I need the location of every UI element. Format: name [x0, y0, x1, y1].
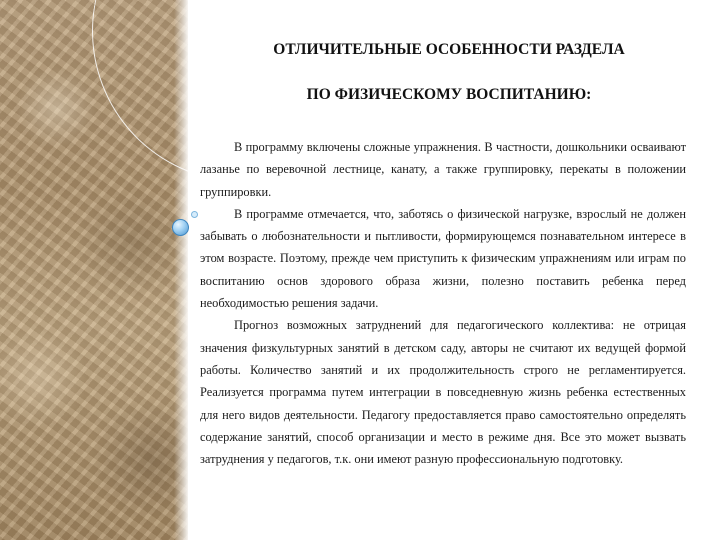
- small-bullet-dot: [191, 211, 198, 218]
- paragraph-3: Прогноз возможных затруднений для педагогического коллектива: не отрицая значения физкультурных занятий в детском саду, авторы не считают их ведущей формой работы. Количество занятий и их продолжительность строго не регламентируется. Реализуется программа путем интеграции в повседневную жизнь ребенка естественных для него видов деятельности. Педагогу предоставляется право самостоятельно определять содержание занятий, способ организации и место в режиме дня. Все это может вызвать затруднения у педагогов, т.к. они имеют разную профессиональную подготовку.: [200, 318, 686, 467]
- body-text: [200, 136, 686, 470]
- slide-title-line-1: ОТЛИЧИТЕЛЬНЫЕ ОСОБЕННОСТИ РАЗДЕЛА: [273, 41, 625, 58]
- slide-title-line-2: ПО ФИЗИЧЕСКОМУ ВОСПИТАНИЮ:: [306, 86, 592, 103]
- paragraph-2: В программе отмечается, что, заботясь о физической нагрузке, взрослый не должен забывать о любознательности и пытливости, формирующемся познавательном интересе в этом возрасте. Поэтому, прежде чем приступить к физическим упражнениям или играм по воспитанию основ здорового образа жизни, полезно поставить ребенка перед необходимостью решения задачи.: [200, 206, 686, 311]
- blue-bullet-icon: [172, 219, 189, 236]
- paragraph-1: В программу включены сложные упражнения. В частности, дошкольники осваивают лазанье по веревочной лестнице, канату, а также группировку, перекаты в положении группировки.: [200, 140, 686, 199]
